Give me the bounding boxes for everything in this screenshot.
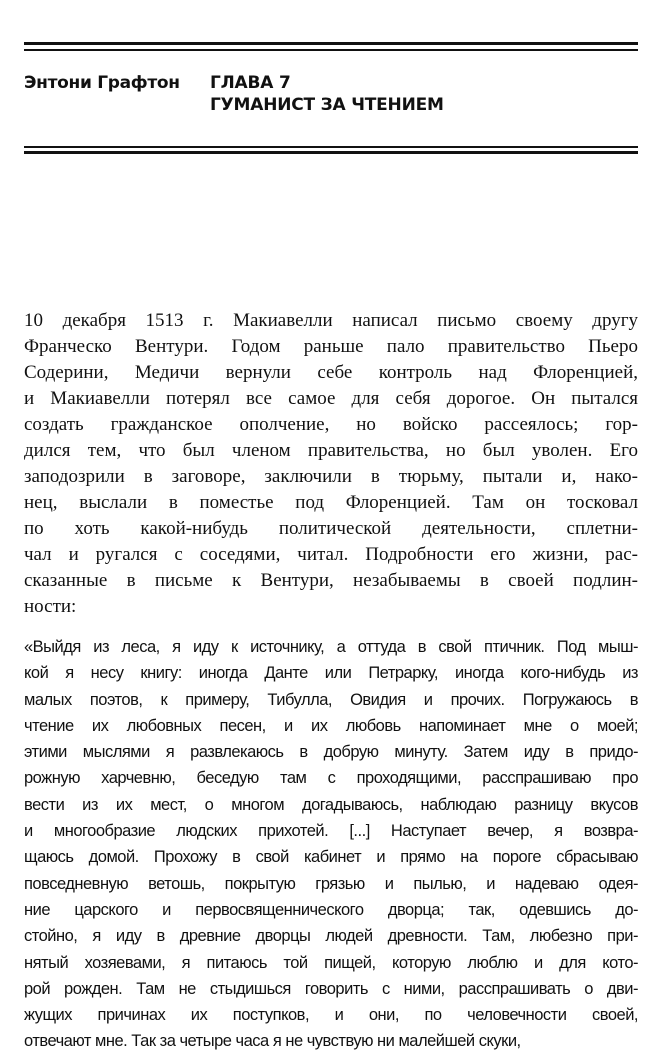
chapter-number: ГЛАВА 7 <box>210 73 291 93</box>
chapter-heading <box>210 72 444 116</box>
paragraph-line: создать гражданское ополчение, но войско рассеялось; гор- <box>24 414 638 435</box>
quote-line: отвечают мне. Так за четыре часа я не чувствую ни малейшей скуки, <box>24 1032 521 1051</box>
quote-line: чтение их любовных песен, и их любовь напоминает мне о моей; <box>24 716 638 735</box>
paragraph-line: и Макиавелли потерял все самое для себя дорогое. Он пытался <box>24 388 638 409</box>
header-rule-top <box>24 42 638 45</box>
header-rule-bottom <box>24 146 638 148</box>
quote-line: кой я несу книгу: иногда Данте или Петрарку, иногда кого-нибудь из <box>24 664 638 683</box>
paragraph-line: заподозрили в заговоре, заключили в тюрьму, пытали и, нако- <box>24 466 638 487</box>
body-paragraph <box>24 308 638 620</box>
quote-line: «Выйдя из леса, я иду к источнику, а оттуда в свой птичник. Под мыш- <box>24 638 638 656</box>
paragraph-line: 10 декабря 1513 г. Макиавелли написал письмо своему другу <box>24 310 638 331</box>
paragraph-line: Содерини, Медичи вернули себе контроль над Флоренцией, <box>24 362 638 383</box>
quote-line: и многообразие людских прихотей. [...] Наступает вечер, я возвра- <box>24 822 638 841</box>
quote-line: рой рожден. Там не стыдишься говорить с ними, расспрашивать о дви- <box>24 979 638 998</box>
paragraph-line: дился тем, что был членом правительства, но был уволен. Его <box>24 440 638 461</box>
paragraph-line: Франческо Вентури. Годом раньше пало правительство Пьеро <box>24 336 638 357</box>
paragraph-line: по хоть какой-нибудь политической деятельности, сплетни- <box>24 518 638 539</box>
quote-line: вести из их мест, о многом догадываюсь, наблюдаю разницу вкусов <box>24 795 638 814</box>
paragraph-line: нец, выслали в поместье под Флоренцией. Там он тосковал <box>24 492 638 513</box>
chapter-title: ГУМАНИСТ ЗА ЧТЕНИЕМ <box>210 95 444 115</box>
paragraph-line: чал и ругался с соседями, читал. Подробности его жизни, рас- <box>24 544 638 565</box>
quote-line: стойно, я иду в древние дворцы людей древности. Там, любезно при- <box>24 927 638 946</box>
quote-line: рожную харчевню, беседую там с проходящими, расспрашиваю про <box>24 769 638 788</box>
block-quote <box>24 634 638 1055</box>
quote-line: повседневную ветошь, покрытую грязью и пылью, и надеваю одея- <box>24 874 638 893</box>
running-header <box>24 72 638 132</box>
quote-line: этими мыслями я развлекаюсь в добрую минуту. Затем иду в придо- <box>24 743 638 762</box>
quote-line: щаюсь домой. Прохожу в свой кабинет и прямо на пороге сбрасываю <box>24 848 638 867</box>
paragraph-line: сказанные в письме к Вентури, незабываемы в своей подлин- <box>24 570 638 591</box>
quote-line: жущих причинах их поступков, и они, по человечности своей, <box>24 1006 638 1025</box>
quote-line: ние царского и первосвященнического дворца; так, одевшись до- <box>24 900 638 919</box>
quote-line: малых поэтов, к примеру, Тибулла, Овидия и прочих. Погружаюсь в <box>24 690 638 709</box>
quote-line: нятый хозяевами, я питаюсь той пищей, которую люблю и для кото- <box>24 953 638 972</box>
paragraph-line: ности: <box>24 596 77 617</box>
author-name: Энтони Графтон <box>24 73 180 93</box>
